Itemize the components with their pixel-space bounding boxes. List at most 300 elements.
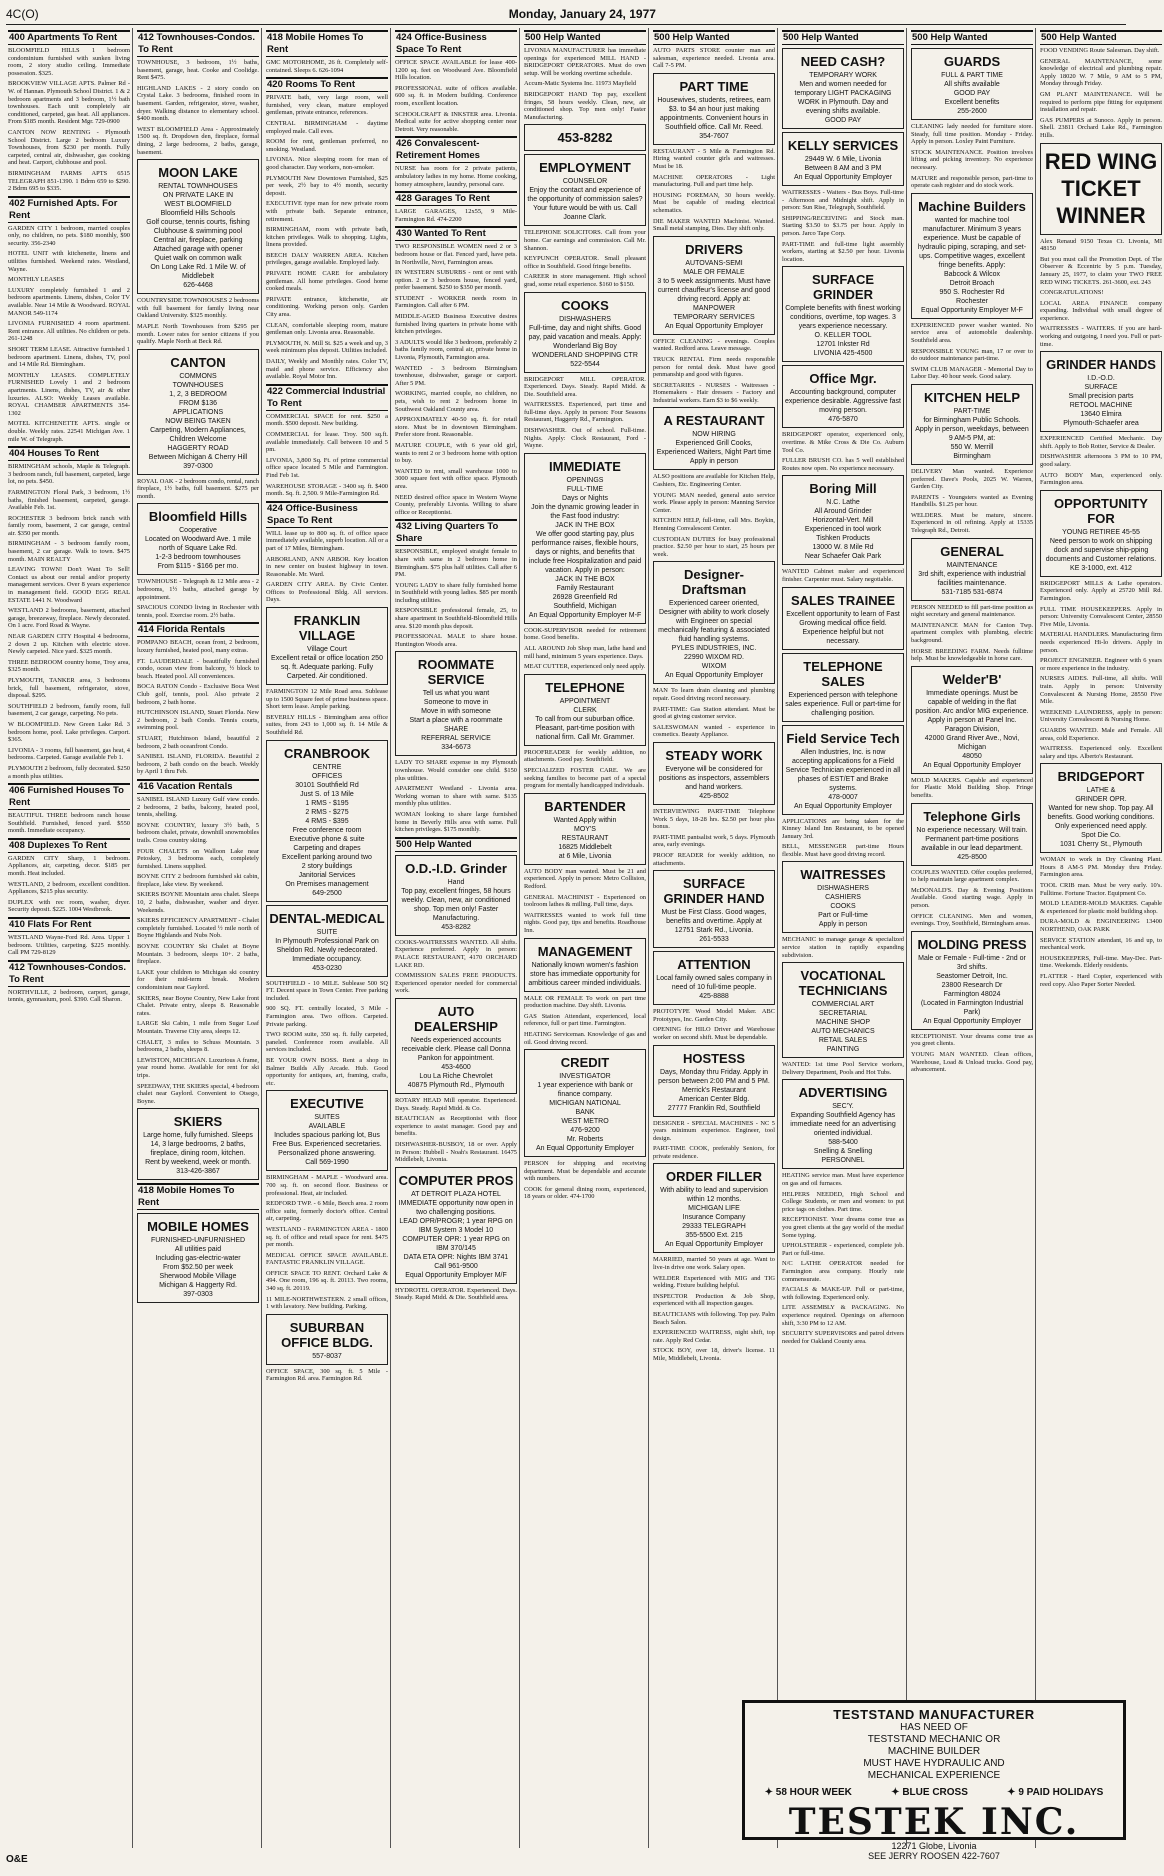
section-heading: 416 Vacation Rentals — [137, 779, 259, 794]
classified-ad: WAITRESSES - Waiters - Bus Boys. Full-time - Afternoon and Midnight shift. Apply in person: Sun Rise, Telegraph, Southfield. — [782, 189, 904, 212]
classified-ad: NURSE has room for 2 private patients, ambulatory ladies in my home. Home cooking, homey atmosphere, laundry, personal care. — [395, 165, 517, 188]
classified-ad: TWO ROOM suite, 350 sq. ft. fully carpeted, paneled. Conference room available. All services included. — [266, 1031, 388, 1054]
classified-ad: WILL lease up to 800 sq. ft. of office space immediately available, superb location. All or a part of 17 Miles, Birmingham. — [266, 529, 388, 552]
classified-ad: GENERAL MACHINIST - Experienced on toolroom lathes & milling. Full time, days. — [524, 893, 646, 909]
section-heading: 428 Garages To Rent — [395, 191, 517, 206]
display-ad-line: for Birmingham Public Schools. Apply in person, weekdays, between 9 AM-5 PM, at: — [915, 416, 1029, 442]
display-ad — [1040, 763, 1162, 853]
classified-ad: DISHWASHER-BUSBOY, 18 or over. Apply in Person: Hubbell - Noah's Restaurant. 16475 Middlebelt, Livonia. — [395, 1140, 517, 1164]
display-ad-line: JACK IN THE BOX — [555, 575, 615, 583]
classified-ad: OPENING for HILO Driver and Warehouse worker on second shift. Must be dependable. — [653, 1026, 775, 1041]
section-heading: 424 Office-Business Space To Rent — [266, 501, 388, 528]
section-heading: 402 Furnished Apts. For Rent — [8, 196, 130, 223]
display-ad-line: IMMEDIATE opportunity now open in two challenging positions. — [398, 1199, 514, 1216]
display-ad-line: Lou La Riche Chevrolet — [419, 1072, 493, 1080]
display-ad-line: Apply in person at Panel Inc. — [927, 716, 1017, 724]
section-heading: 422 Commercial Industrial To Rent — [266, 384, 388, 411]
display-ad-line: 22990 WIXOM RD. — [684, 654, 744, 662]
classified-ad: EXPERIENCED power washer wanted. No service area of automobile dealership. Southfield area. — [911, 321, 1033, 344]
classified-ad: CLEAN, comfortable sleeping room, mature gentleman only. Livonia area. Reasonable. — [266, 321, 388, 337]
classified-ad: REDFORD TWP. - 6 Mile, Beech area. 2 room office suite, formerly doctor's office. Central air, carpeting. — [266, 1200, 388, 1223]
classified-ad: PROFESSIONAL MALE to share house. Huntington Woods area. — [395, 633, 517, 648]
classified-ad: YOUNG MAN needed, general auto service work. Please apply in person: Manning Service Center. — [653, 491, 775, 514]
classified-ad: HOUSING FOREMAN, 30 hours weekly. Must be capable of reading electrical schematics. — [653, 191, 775, 214]
display-ad — [782, 962, 904, 1058]
display-ad-line: Babcock & Wilcox — [943, 270, 1001, 278]
classified-ad: TWO RESPONSIBLE WOMEN need 2 or 3 bedroom house or flat. Fenced yard, have pets. In Northville, Novi, Farmington areas. — [395, 243, 517, 266]
classified-ad: DAILY, Weekly and Monthly rates. Color TV, maid and phone service. Efficiency also available. Royal Motor Inn. — [266, 358, 388, 381]
display-ad — [782, 132, 904, 186]
display-ad — [653, 1045, 775, 1117]
classified-ad: LIVONIA MANUFACTURER has immediate openings for experienced MILL HAND - BRIDGEPORT OPERATORS. Must do own setup. Will be working overtime schedule. — [524, 47, 646, 77]
classified-ad: LIVONIA, 3,800 Sq. Ft. of prime commercial office space located 5 Mile and Farmington. Find Feb 1st. — [266, 456, 388, 479]
display-ad-line: Must be First Class. Good wages, benefits and overtime. Apply at 12751 Stark Rd., Livonia. — [661, 909, 767, 935]
display-ad-line: OPENINGS — [566, 476, 604, 484]
classified-ad: LIVONIA. Nice sleeping room for man of good character. Day workers, non-smoker. — [266, 156, 388, 171]
section-heading: 412 Townhouses-Condos. To Rent — [8, 960, 130, 987]
classified-ad: TRUCK RENTAL Firm needs responsible person for rental desk. Must have good penmanship and good with figures. — [653, 355, 775, 379]
display-ad-line: 425-8500 — [957, 853, 987, 861]
display-ad-headline: HOSTESS — [682, 1050, 746, 1066]
classified-ad: STUART, Hutchinson Island, beautiful 2 bedroom, 2 bath oceanfront Condo. — [137, 734, 259, 750]
classified-ad: NEAR GARDEN CITY Hospital 4 bedrooms, 2 down 2 up. Kitchen with electric stove. Newly carpeted. Nice yard. $325 month. — [8, 633, 130, 656]
display-ad-line: 48050 — [962, 752, 982, 760]
classified-ad: LAKE your children to Michigan ski country for their mid-term break. Modern condominium near Gaylord. — [137, 968, 259, 991]
display-ad-line: Seastomer Detroit, Inc. — [936, 972, 1008, 980]
display-ad-line: Spot Die Co. — [1081, 832, 1121, 840]
display-ad-line: Everyone will be considered for positions as inspectors, assemblers and hand workers. — [658, 765, 770, 791]
display-ad-line: Days or Nights — [562, 494, 608, 502]
display-ad — [1040, 143, 1162, 235]
display-ad-line: Rent by weekend, week or month. — [145, 1159, 251, 1167]
display-ad — [524, 453, 646, 624]
classified-ad: OFFICE CLEANING. Men and women, evenings. Troy, Southfield, Birmingham areas. — [911, 912, 1033, 928]
section-heading: 500 Help Wanted — [524, 30, 646, 45]
section-heading: 406 Furnished Houses To Rent — [8, 783, 130, 810]
display-ad-headline: ROOMMATE SERVICE — [417, 657, 495, 688]
display-ad-headline: SUBURBAN OFFICE BLDG. — [281, 1319, 373, 1350]
display-ad — [524, 938, 646, 992]
display-ad-headline: SURFACE GRINDER — [811, 272, 875, 303]
display-ad-line: FURNISHED-UNFURNISHED — [150, 1237, 246, 1245]
display-ad-headline: Telephone Girls — [923, 808, 1021, 824]
testek-logo: TESTEK INC. — [788, 1801, 1080, 1843]
banner-perks — [745, 1787, 1123, 1798]
display-ad-line: 550 W. Merrill — [950, 443, 994, 451]
display-ad-line: DATA ETA OPR: Nights IBM 3741 — [403, 1253, 509, 1261]
section-heading: 418 Mobile Homes To Rent — [137, 1183, 259, 1210]
display-ad-line: On Premises management — [285, 880, 369, 888]
classified-ad: DISHWASHER afternoons 3 PM to 10 PM, good salary. — [1040, 453, 1162, 469]
display-ad-headline: MOBILE HOMES — [147, 1219, 249, 1235]
classified-ad: N/C LATHE OPERATOR needed for Farmington area company. Hourly rate commensurate. — [782, 1260, 904, 1283]
display-ad — [653, 236, 775, 335]
classified-ad: BIRMINGHAM schools, Maple & Telegraph. 3 bedroom ranch, full basement, carpeted, large lot, no pets. $450. — [8, 463, 130, 486]
display-ad-line: 425-8888 — [699, 993, 729, 1001]
display-ad-line: 30101 Southfield Rd — [295, 781, 359, 789]
classified-ad: IN WESTERN SUBURBS - rent or rent with option. 2 or 3 bedroom house, fenced yard, prefer basement. $250 to $350 per month. — [395, 269, 517, 292]
display-ad-headline: ADVERTISING — [798, 1085, 888, 1101]
display-ad-line: FROM $136 — [178, 399, 218, 407]
classified-ad: 3 ADULTS would like 3 bedroom, preferably 2 baths family room, central air, private home in Livonia, Plymouth, Farmington area. — [395, 338, 517, 362]
classified-ad: SECURITY SUPERVISORS and patrol drivers needed for Oakland County area. — [782, 1330, 904, 1345]
banner-line-4: MACHINE BUILDER — [887, 1746, 981, 1757]
display-ad — [395, 855, 517, 936]
classified-ad: WEEKEND LAUNDRESS, apply in person: University Convalescent & Nursing Home. — [1040, 708, 1162, 724]
perk-holidays: ✦ 9 PAID HOLIDAYS — [1007, 1787, 1104, 1798]
classified-ad: WOMAN to work in Dry Cleaning Plant. Hours 8 AM-5 PM. Monday thru Friday. Farmington area. — [1040, 856, 1162, 879]
display-ad-line: HAGGERTY ROAD — [167, 444, 229, 452]
classified-ad: Alex Renaud 9150 Texas Ct. Livonia, MI 48150 — [1040, 237, 1162, 253]
classified-ad: COUPLES WANTED. Offer couples preferred, to help maintain large apartment complex. — [911, 868, 1033, 884]
display-ad-line: AT DETROIT PLAZA HOTEL — [411, 1190, 501, 1198]
display-ad-line: PYLES INDUSTRIES, INC. — [671, 645, 757, 653]
display-ad-line: Men and women needed for temporary LIGHT PACKAGING WORK in Plymouth. Day and evening shifts available. — [794, 81, 892, 115]
classified-ad: BIRMINGHAM - 3 bedroom family room, basement, 2 car garage. Walk to town. $475 month. MAIN REALTY — [8, 540, 130, 563]
display-ad-line: NOW HIRING — [692, 431, 736, 439]
classified-ad: WAITRESSES - WAITERS. If you are hard-working and outgoing, I need you. Full or part-time. — [1040, 325, 1162, 348]
display-ad — [266, 905, 388, 977]
banner-line-5: MUST HAVE HYDRAULIC AND — [863, 1758, 1005, 1769]
classified-ad: DELIVERY Man wanted. Experience preferred. Dave's Pools, 2025 W. Warren, Garden City. — [911, 467, 1033, 491]
classified-ad: ROYAL OAK - 2 bedroom condo, rental, ranch fireplace, 1½ baths, full basement. $275 per month. — [137, 477, 259, 500]
display-ad-line: Excellent opportunity to learn of Fast Growing medical office field. Experience helpful but not necessary. — [786, 610, 900, 645]
classified-ad: SKIERS, near Boyne Country, New Lake front Chalet. Private entry, sleeps 8. Reasonable rates. — [137, 994, 259, 1017]
classified-ad: FULLER BRUSH CO. has 5 well established Routes now open. No experience necessary. — [782, 457, 904, 472]
classified-ad: But you must call the Promotion Dept. of The Observer & Eccentric by 5 p.m. Tuesday, January 25, 1977, to claim your TWO FREE RED WING TICKETS. 261-3600, ext. 243 — [1040, 255, 1162, 286]
display-ad-line: 26928 Greenfield Rd — [552, 593, 618, 601]
section-heading: 408 Duplexes To Rent — [8, 838, 130, 853]
display-ad-line: 354-7607 — [699, 132, 729, 140]
display-ad-line: Days, Monday thru Friday. Apply in person between 2:00 PM and 5 PM. — [658, 1068, 770, 1085]
classified-ad: STOCK MAINTENANCE. Position involves lifting and picking inventory. No experience necessary. — [911, 148, 1033, 171]
display-ad-headline: Boring Mill — [809, 481, 877, 497]
classified-ad: HEATING service man. Must have experience on gas and oil furnaces. — [782, 1172, 904, 1188]
section-heading: 500 Help Wanted — [1040, 30, 1162, 45]
classified-ad: COUNTRYSIDE TOWNHOUSES 2 bedrooms with full basement for family living near Oakland University. $325 monthly. — [137, 297, 259, 320]
classified-ad: SHORT TERM LEASE. Attractive furnished 1 bedroom apartment. Linens, dishes, TV, pool and 14 Mile Rd. Birmingham. — [8, 346, 130, 369]
classified-ad: APPLICATIONS are being taken for the Kinney Island Inn Restaurant, to be opened January 3rd. — [782, 817, 904, 840]
banner-address: 12271 Globe, Livonia — [891, 1841, 977, 1851]
classified-ad: LEWISTON, MICHIGAN. Luxurious A frame, year round home. Available for rent for ski trips. — [137, 1056, 259, 1079]
display-ad-line: FULL & PART TIME — [941, 72, 1003, 79]
display-ad-line: MICHIGAN LIFE — [688, 1205, 740, 1213]
display-ad — [266, 607, 388, 685]
classified-ad: AUTO PARTS STORE counter man and salesman, experience needed. Livonia area. Call 7-5 PM. — [653, 47, 775, 70]
display-ad-headline: KITCHEN HELP — [923, 389, 1021, 405]
classified-ad: RESTAURANT - 5 Mile & Farmington Rd. Hiring wanted counter girls and waitresses. Must be 18. — [653, 147, 775, 170]
display-ad-line: Tell us what you want — [422, 690, 490, 698]
display-ad-line: TEMPORARY WORK — [809, 72, 877, 79]
classified-ad: MATURE and responsible person, part-time to operate cash register and do stock work. — [911, 174, 1033, 190]
section-heading: 426 Convalescent-Retirement Homes — [395, 136, 517, 163]
display-ad-headline: Office Mgr. — [809, 371, 877, 387]
display-ad-line: An Equal Opportunity Employer — [664, 322, 764, 330]
display-ad — [524, 793, 646, 865]
classified-ad: LOCAL AREA FINANCE company expanding. Individual with small degree of experience. — [1040, 299, 1162, 322]
display-ad-line: Wanted for new shop. Top pay. All benefits. Good working conditions. Only experienced need apply. — [1047, 805, 1155, 831]
classified-ad: GMC MOTORHOME, 26 ft. Completely self-contained. Sleeps 6. 626-1094 — [266, 59, 388, 74]
display-ad — [911, 931, 1033, 1030]
display-ad-headline: COMPUTER PROS — [398, 1172, 514, 1188]
display-ad-line: Excellent benefits — [944, 99, 1000, 106]
display-ad-line: 649-2500 — [312, 889, 342, 897]
display-ad-line: 23800 Research Dr — [941, 981, 1003, 989]
classified-ad: BE YOUR OWN BOSS. Rent a shop in Balmer Builds Ally Arcade. Hub. Good opportunity for antiques, art, framing, crafts, etc. — [266, 1056, 388, 1087]
display-ad-line: All Around Grinder — [814, 508, 872, 516]
display-ad — [395, 998, 517, 1094]
classified-ad: HEATING Serviceman. Knowledge of gas and oil. Good driving record. — [524, 1030, 646, 1046]
classified-ad: SOUTHFIELD - 10 MILE. Sublease 500 SQ FT. Decent space in Town Center. Free parking included. — [266, 979, 388, 1002]
display-ad-headline: IMMEDIATE — [549, 458, 621, 474]
display-ad-line: I.D.-O.D. — [1087, 375, 1115, 383]
classified-ad: STOCK BOY, over 18, driver's license. 11 Mile, Middlebelt, Livonia. — [653, 1347, 775, 1362]
classified-ad: WEST BLOOMFIELD Area - Approximately 1500 sq. ft. Dropdown den, fireplace, formal dining, 2 large bedrooms, 2 baths, garage, basement. — [137, 125, 259, 156]
classified-ad: CENTRAL BIRMINGHAM - daytime employed male. Call eves. — [266, 119, 388, 135]
display-ad-headline: Machine Builders — [918, 198, 1026, 214]
classified-ad: MEAT CUTTER, experienced only need apply. — [524, 663, 646, 671]
display-ad-line: SUITE — [316, 928, 338, 936]
display-ad-line: 425-8502 — [699, 792, 729, 800]
testek-display-ad — [742, 1700, 1126, 1861]
display-ad-headline: DENTAL-MEDICAL — [269, 910, 385, 926]
classified-ad: PROJECT ENGINEER. Engineer with 6 years or more experience in the industry. — [1040, 657, 1162, 672]
display-ad-line: COMPUTER OPR: 1 year RPG on IBM 370/145 — [402, 1235, 510, 1252]
display-ad-headline: SKIERS — [173, 1114, 223, 1130]
classified-ad: BEAUTICIAN as Receptionist with floor experience to assist manager. Good pay and benefits. — [395, 1115, 517, 1138]
classified-ad: COMMERCIAL SPACE for rent. $250 a month. $500 deposit. New building. — [266, 412, 388, 428]
display-ad-line: Experienced in tool work — [804, 526, 882, 534]
display-ad-line: CASHIERS — [825, 894, 861, 902]
section-heading: 420 Rooms To Rent — [266, 77, 388, 92]
classified-ad: PLYMOUTH New Downtown Furnished, $25 per week, 2½ bay to 4½ month, security deposit. — [266, 174, 388, 197]
section-heading: 500 Help Wanted — [653, 30, 775, 45]
display-ad-headline: TELEPHONE — [545, 679, 625, 695]
classified-ad: MONTHLY LEASES. COMPLETELY FURNISHED Lovely 1 and 2 bedroom apartments. Linens, dishes, TV, air & other luxuries. ALSO: Weekly Leases available. ROYAL CHAMBER APARTMENTS 354-1302 — [8, 371, 130, 417]
classified-ad: APARTMENT Westland - Livonia area. Working woman to share with same. $135 monthly plus utilities. — [395, 785, 517, 808]
classified-ad: AUTO BODY Man, experienced only. Farmington area. — [1040, 471, 1162, 487]
display-ad-line: Insurance Company — [682, 1214, 746, 1222]
display-ad-line: 27777 Franklin Rd, Southfield — [667, 1104, 761, 1112]
classified-ad: COOKS-WAITRESSES WANTED. All shifts. Experience preferred. Apply in person: PALACE RESTAURANT, 4170 ORCHARD LAKE RD. — [395, 938, 517, 969]
display-ad-line: JACK IN THE BOX — [555, 521, 615, 529]
display-ad-headline: A RESTAURANT — [663, 413, 765, 429]
classified-ad: PARENTS - Youngsters wanted as Evening Handbills. $1.25 per hour. — [911, 493, 1033, 509]
display-ad-line: 531-7185 531-6874 — [941, 588, 1003, 596]
display-ad-headline: DRIVERS — [685, 241, 743, 257]
display-ad — [653, 742, 775, 805]
display-ad-line: Including gas-electric-water — [155, 1255, 241, 1263]
display-ad-line: at 6 Mile, Livonia — [558, 852, 612, 860]
display-ad-headline: ORDER FILLER — [665, 1169, 763, 1185]
display-ad — [395, 1167, 517, 1284]
classified-ad: HIGHLAND LAKES - 2 story condo on Crystal Lake. 3 bedrooms, finished room in basement. Garden, refrigerator, stove, washer, dryer. Walking distance to elementary school. $400 month. — [137, 84, 259, 123]
display-ad-headline: SURFACE GRINDER HAND — [663, 876, 765, 907]
display-ad — [782, 475, 904, 565]
classified-ad: MAN To learn drain cleaning and plumbing repair. Good driving record necessary. — [653, 687, 775, 702]
classified-ad: GUARDS WANTED. Male and Female. All areas, cold Experience. — [1040, 726, 1162, 742]
display-ad-line: Between 8 AM and 3 PM — [804, 165, 882, 172]
classified-ad: MATURE COUPLE, with 6 year old girl, wants to rent 2 or 3 bedroom home with option to buy. — [395, 441, 517, 465]
section-heading: 500 Help Wanted — [782, 30, 904, 45]
classified-ad: DESIGNER - SPECIAL MACHINES - NC 5 years minimum experience. Engineer, tool design. — [653, 1119, 775, 1142]
classified-ad: CUSTODIAN DUTIES for busy professional practice. $2.50 per hour to start, 25 hours per week. — [653, 535, 775, 558]
display-ad-line: O. KELLER TOOL — [814, 332, 872, 340]
display-ad-line: MOY'S — [574, 825, 596, 833]
display-ad-line: PERSONNEL — [821, 1157, 865, 1165]
display-ad-line: SHARE — [443, 726, 469, 734]
display-ad-headline: EXECUTIVE — [290, 1096, 364, 1112]
display-ad-line: 13640 Elmira — [1080, 411, 1122, 419]
classified-ad: CANTON NOW RENTING - Plymouth School District. Large 2 bedroom Luxury Townhouses, from $230 per month. Fully carpeted, central air, dishwasher, gas cooking and heat. Carport, clubhouse and pool. — [8, 128, 130, 167]
classified-ad: WESTLAND - FARMINGTON AREA - 1800 sq. ft. of office and retail space for rent. $475 per month. — [266, 1225, 388, 1249]
classified-ad: CLEANING lady needed for furniture store. Steady, full time position. Monday - Friday. Apply in person. Loxley Paint Furniture. — [911, 123, 1033, 146]
display-ad-line: Move in with someone — [421, 708, 491, 716]
display-ad-line: An Equal Opportunity Employer — [664, 672, 764, 680]
display-ad-line: 557-8037 — [312, 1352, 342, 1360]
classified-ad: NEED desired office space in Western Wayne County, preferably Livonia. Willing to share office or Receptionist. — [395, 493, 517, 516]
classified-ad: SWIM CLUB MANAGER - Memorial Day to Labor Day. 40 hour week. Good salary. — [911, 365, 1033, 381]
display-ad-line: Experienced career oriented, Designer with ability to work closely with Engineer on special mechanically featuring & associated fluid handling systems. — [658, 600, 770, 644]
display-ad — [782, 266, 904, 362]
display-ad-line: Complete benefits with finest working conditions, overtime, top wages. 3 years experience necessary. — [785, 305, 901, 331]
display-ad-line: REFERRAL SERVICE — [421, 735, 491, 743]
classified-ad: PERSON NEEDED to fill part-time position as night secretary and general maintenance. — [911, 603, 1033, 619]
classified-ad: TOWNHOUSE - Telegraph & 12 Mile area - 2 bedrooms, 1½ baths, attached garage by appointment. — [137, 578, 259, 601]
display-ad-headline: STEADY WORK — [665, 747, 763, 763]
display-ad-headline: CREDIT — [560, 1055, 610, 1071]
display-ad-headline: ATTENTION — [677, 957, 751, 973]
classified-ad: RESPONSIBLE professional female, 25, to share apartment in Southfield-Bloomfield Hills area. $120 month plus deposit. — [395, 607, 517, 630]
classified-ad: FOOD VENDING Route Salesman. Day shift. — [1040, 47, 1160, 54]
classified-ad: PART-TIME COOK, preferably Seniors, for private residence. — [653, 1145, 775, 1160]
display-ad-line: Quiet walk on common walk — [154, 255, 242, 263]
classified-ad: WAITRESSES. Experienced, part time and full-time days. Apply in person: Four Seasons Restaurant, Haggerty Rd., Farmington. — [524, 401, 646, 424]
banner-line-2: HAS NEED OF — [900, 1722, 968, 1733]
classified-ad: LADY TO SHARE expense in my Plymouth townhouse. Would consider one child. $150 plus utilities. — [395, 759, 517, 782]
classified-ad: 11 MILE-NORTHWESTERN. 2 small offices, 1 with lavatory. New building. Parking. — [266, 1295, 388, 1311]
display-ad-line: With ability to lead and supervision within 12 months. — [660, 1187, 768, 1204]
display-ad-line: WONDERLAND SHOPPING CTR — [532, 351, 638, 359]
classified-ad: BOYNE CITY 2 bedroom furnished ski cabin, fireplace, lake view. By weekend. — [137, 873, 259, 888]
perk-hours: ✦ 58 HOUR WEEK — [764, 1787, 852, 1798]
display-ad-line: COUNSELOR — [562, 178, 608, 186]
display-ad — [137, 159, 259, 294]
display-ad-line: OFFICES — [311, 772, 343, 780]
display-ad — [911, 193, 1033, 319]
classified-ad: OFFICE SPACE, 300 sq. ft. 5 Mile - Farmington Rd. area. Farmington Rd. — [266, 1367, 388, 1383]
display-ad-line: 12701 Inkster Rd — [816, 341, 870, 349]
display-ad-line: Apply in person — [689, 458, 739, 466]
classified-ad: PERSON for shipping and receiving department. Must be dependable and accurate with numbers. — [524, 1160, 646, 1183]
display-ad-line: 453-8282 — [441, 923, 471, 931]
classified-ad: MALE OR FEMALE To work on part time production machine. Day shift. Livonia. — [524, 994, 646, 1010]
display-ad-line: LIVONIA 425-4500 — [813, 350, 873, 358]
display-ad-line: 16825 Middlebelt — [558, 843, 612, 851]
classified-ad: PART-TIME: Gas Station attendant. Must be good at giving customer service. — [653, 705, 775, 721]
display-ad-line: Excellent parking around two — [282, 853, 372, 861]
display-ad-line: Cooperative — [179, 527, 217, 535]
display-ad — [524, 154, 646, 226]
classified-ad: GAS Station Attendant, experienced, local reference, full or part time. Farmington. — [524, 1012, 646, 1028]
classified-ad: BEVERLY HILLS - Birmingham area office suites, from 243 to 1,000 sq. ft. 14 Mile & Southfield Rd. — [266, 713, 388, 737]
classified-ad: Accum-Matic Systems Inc. 11973 Mayfield — [524, 80, 637, 88]
display-ad-line: Experienced Grill Cooks, Experienced Waiters, Night Part time — [656, 440, 772, 457]
classified-ad: SALESWOMAN wanted - experience in cosmetics. Beauty Appliance. — [653, 723, 775, 739]
section-heading: 432 Living Quarters To Share — [395, 519, 517, 546]
display-ad-line: 3rd shift, experience with industrial facilities maintenance. — [918, 570, 1026, 587]
classified-ad: UPHOLSTERER - experienced, complete job. Part or full-time. — [782, 1242, 904, 1257]
classified-ad: KEYPUNCH OPERATOR. Small pleasant office in Southfield. Good fringe benefits. — [524, 255, 646, 270]
display-ad-line: Call 961-9500 — [434, 1262, 478, 1270]
display-ad-headline: 453-8282 — [557, 130, 613, 146]
display-ad-line: KE 3-1000, ext. 412 — [1070, 564, 1132, 572]
classified-ad: BOYNE COUNTRY, luxury 3½ bath, 5 bedroom chalet, private, downhill snowmobiles trails. Cross country skiing. — [137, 821, 259, 844]
display-ad — [782, 365, 904, 428]
display-ad — [395, 651, 517, 756]
display-ad-line: 1-2-3 bedroom townhouses — [155, 554, 241, 562]
display-ad — [782, 587, 904, 650]
display-ad-line: 1, 2, 3 BEDROOM — [169, 390, 227, 398]
display-ad-line: We offer good starting pay, plus performance raises, flexible hours, days or nights, and benefits that include free Hospitalization and paid vacation. Apply in person: — [528, 530, 642, 574]
display-ad-line: 626-4468 — [183, 282, 213, 290]
display-ad-line: Includes spacious parking lot, Bus Free Bus. Experienced secretaries. Personalized phone answering. — [272, 1132, 382, 1158]
display-ad-headline: O.D.-I.D. Grinder — [405, 860, 507, 876]
classified-ad: AUTO BODY man wanted. Must be 21 and experienced. Apply in person: Metro Collision, Redford. — [524, 867, 646, 890]
classified-ad: LIVONIA - 3 rooms, full basement, gas heat, 4 bedrooms. Carpeted. Garage available Feb 1. — [8, 746, 130, 762]
classified-ad: MIDDLE-AGED Business Executive desires furnished living quarters in private home with kitchen privileges. — [395, 313, 517, 336]
display-ad-headline: MOLDING PRESS — [917, 936, 1027, 952]
display-ad-line: COMMONS — [179, 372, 217, 380]
display-ad-line: SUITES — [314, 1114, 340, 1122]
display-ad — [653, 1163, 775, 1253]
display-ad-line: 1 year experience with bank or finance company. — [537, 1082, 633, 1099]
issue-date: Monday, January 24, 1977 — [508, 7, 656, 21]
section-heading: 500 Help Wanted — [911, 30, 1033, 45]
display-ad-headline: TELEPHONE SALES — [803, 658, 883, 689]
display-ad-line: 397-0300 — [183, 462, 213, 470]
display-ad-line: Paragon Division, — [944, 725, 1000, 733]
classified-ad: WAITRESS. Experienced only. Excellent salary and tips. Alberto's Restaurant. — [1040, 745, 1162, 760]
classified-ad: OFFICE SPACE AVAILABLE for lease 400-1200 sq. feet on Woodward Ave. Bloomfield Hills location. — [395, 59, 517, 82]
display-ad-line: Someone to move in — [423, 699, 489, 707]
classified-ad: BELL, MESSENGER part-time Hours flexible. Must have good driving record. — [782, 843, 904, 858]
display-ad-line: Free conference room — [292, 826, 362, 834]
display-ad-line: Tishken Products — [816, 535, 870, 543]
classified-ad: WAITRESSES wanted to work full time nights. Good pay, tips and benefits. Roadhouse Inn. — [524, 911, 646, 934]
display-ad-headline: RED WING — [1044, 148, 1158, 174]
classified-ad: WESTLAND, 2 bedroom, excellent condition. Appliances, $215 plus security. — [8, 880, 130, 896]
classified-ad: PART-TIME pantsalist work, 5 days. Plymouth area, early evenings. — [653, 833, 775, 849]
classified-ad: SERVICE STATION attendant, 16 and up, to mechanical work. — [1040, 936, 1162, 952]
display-ad-line: 29333 TELEGRAPH — [682, 1223, 746, 1231]
classified-ad: BRIDGEPORT HAND Top pay, excellent fringes, 58 hours weekly. Clean, new, air conditioned shop. Top men only! Faster Manufacturing. — [524, 90, 646, 121]
classified-ad: COMMERCIAL for lease. Troy. 500 sq.ft. available immediately. Call between 10 and 5 pm. — [266, 430, 388, 454]
classified-ad: MOLD LEADER-MOLD MAKERS. Capable & experienced for plastic mold building shop. — [1040, 900, 1162, 915]
classified-ad: FOUR CHALETS on Walloon Lake near Petoskey, 3 bedrooms each, completely furnished. Linens supplied. — [137, 847, 259, 870]
display-ad-line: 453-4600 — [441, 1063, 471, 1071]
classified-ad: WELDERS. Must be mature, sincere. Experienced in oil refining. Apply at 15335 Telegraph Rd., Detroit. — [911, 511, 1033, 535]
display-ad-line: Part or Full-time — [818, 912, 868, 920]
display-ad-line: 1031 Cherry St., Plymouth — [1059, 841, 1143, 849]
classified-ad: MATERIAL HANDLERS. Manufacturing firm needs experienced Hi-lo drivers. Apply in person. — [1040, 631, 1162, 654]
display-ad-line: Attached garage with opener — [153, 246, 243, 254]
display-ad — [137, 503, 259, 575]
display-ad-line: 13000 W. 8 Mile Rd — [812, 544, 874, 552]
display-ad-line: Allen Industries, Inc. is now accepting applications for a Field Service Technician experienced in all phases of EST/ET and Brake systems. — [785, 748, 901, 792]
display-ad — [524, 292, 646, 373]
display-ad-line: SEC'Y. — [832, 1103, 854, 1111]
